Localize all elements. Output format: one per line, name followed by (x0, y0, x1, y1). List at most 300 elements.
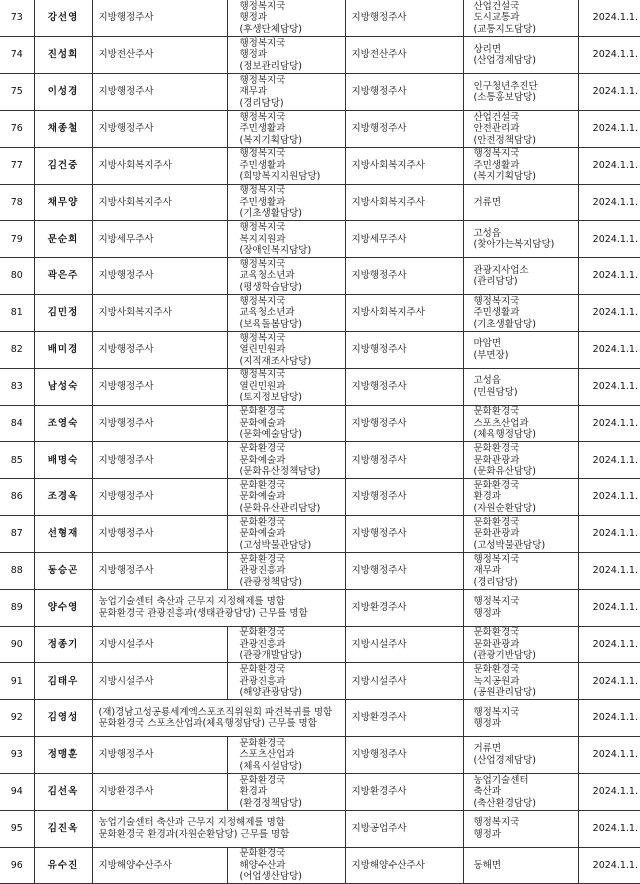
table-row (0, 773, 640, 810)
before-post-line: 문화예술과 (239, 528, 286, 540)
before-grade: 지방전산주사 (92, 37, 227, 74)
after-post-line: 행정과 (473, 718, 502, 730)
after-post (463, 700, 578, 737)
table-row (0, 552, 640, 589)
table-row (0, 405, 640, 442)
after-post (463, 110, 578, 147)
before-post-line: 주민생활과 (239, 159, 286, 171)
before-post-line: 문화환경국 (239, 479, 286, 491)
after-grade: 지방사회복지주사 (345, 184, 463, 221)
after-post-line: 인구청년추진단 (473, 80, 538, 92)
before-grade: 지방행정주사 (92, 552, 227, 589)
before-post-line: 열린민원과 (239, 344, 286, 356)
after-post-line: (산업경제담당) (473, 55, 536, 67)
before-grade: 지방행정주사 (92, 405, 227, 442)
after-post (463, 626, 578, 663)
before-post (227, 147, 345, 184)
before-grade: 지방행정주사 (92, 258, 227, 295)
order-note (92, 589, 345, 626)
effective-date: 2024.1.1. (578, 516, 640, 553)
after-post-line: 행정복지국 (473, 706, 520, 718)
after-post-line: 축산과 (473, 786, 502, 798)
effective-date: 2024.1.1. (578, 74, 640, 111)
after-post (463, 847, 578, 884)
before-post-line: (복지기획담당) (239, 134, 302, 146)
after-grade: 지방행정주사 (345, 737, 463, 774)
row-number: 89 (0, 589, 34, 626)
before-post-line: 문화환경국 (239, 553, 286, 565)
after-grade: 지방전산주사 (345, 37, 463, 74)
before-grade: 지방시설주사 (92, 626, 227, 663)
after-grade: 지방시설주사 (345, 663, 463, 700)
row-number: 86 (0, 479, 34, 516)
before-post (227, 258, 345, 295)
after-post-line: (소통홍보담당) (473, 92, 536, 104)
table-row (0, 331, 640, 368)
before-post-line: (장애인복지담당) (239, 245, 312, 257)
before-post-line: 교육청소년과 (239, 270, 295, 282)
after-post-line: 고성읍 (473, 375, 502, 387)
row-number: 93 (0, 737, 34, 774)
after-post (463, 442, 578, 479)
order-note-line: 농업기술센터 축산과 근무지 지정해제를 명함 (98, 817, 285, 829)
after-post-line: 재무과 (473, 565, 502, 577)
before-post-line: 행정과 (239, 12, 268, 24)
before-grade: 지방세무주사 (92, 221, 227, 258)
after-post-line: 문화환경국 (473, 443, 520, 455)
person-name: 조영숙 (34, 405, 92, 442)
before-post-line: (후생단체담당) (239, 23, 302, 35)
person-name: 조경옥 (34, 479, 92, 516)
before-post-line: 문화예술과 (239, 454, 286, 466)
row-number: 88 (0, 552, 34, 589)
before-post-line: 문화예술과 (239, 491, 286, 503)
after-grade: 지방환경주사 (345, 589, 463, 626)
effective-date: 2024.1.1. (578, 773, 640, 810)
person-name: 양수영 (34, 589, 92, 626)
before-post-line: 복지지원과 (239, 233, 286, 245)
before-post-line: 문화환경국 (239, 774, 286, 786)
after-post (463, 258, 578, 295)
person-name: 곽은주 (34, 258, 92, 295)
after-grade: 지방행정주사 (345, 110, 463, 147)
after-post-line: (부면장) (473, 349, 509, 361)
before-post-line: (희망복지지원담당) (239, 171, 321, 183)
after-post-line: (기초생활담당) (473, 318, 536, 330)
after-grade: 지방환경주사 (345, 700, 463, 737)
after-post (463, 368, 578, 405)
before-post-line: (문화유산관리담당) (239, 502, 321, 514)
before-post-line: 행정복지국 (239, 222, 286, 234)
before-post-line: 행정복지국 (239, 369, 286, 381)
after-post-line: 주민생활과 (473, 307, 520, 319)
effective-date: 2024.1.1. (578, 368, 640, 405)
before-post-line: 행정복지국 (239, 0, 286, 12)
table-row (0, 847, 640, 884)
before-post-line: (환경정책담당) (239, 797, 302, 809)
before-post-line: 문화환경국 (239, 848, 286, 860)
person-name: 유수진 (34, 847, 92, 884)
person-name: 정종기 (34, 626, 92, 663)
before-grade: 지방사회복지주사 (92, 295, 227, 332)
order-note-line: 문화환경국 스포츠산업과(체육행정담당) 근무를 명함 (98, 718, 317, 730)
after-post (463, 37, 578, 74)
table-row (0, 700, 640, 737)
effective-date: 2024.1.1. (578, 626, 640, 663)
table-row (0, 589, 640, 626)
before-post-line: 열린민원과 (239, 380, 286, 392)
after-post-line: (복지기획담당) (473, 171, 536, 183)
after-post (463, 221, 578, 258)
after-grade: 지방행정주사 (345, 442, 463, 479)
effective-date: 2024.1.1. (578, 0, 640, 37)
after-grade: 지방사회복지주사 (345, 147, 463, 184)
effective-date: 2024.1.1. (578, 552, 640, 589)
person-name: 김건중 (34, 147, 92, 184)
after-post (463, 331, 578, 368)
after-post-line: (관광기반담당) (473, 650, 536, 662)
after-post-line: 거류면 (473, 196, 502, 208)
table-row (0, 368, 640, 405)
before-post-line: 문화환경국 (239, 627, 286, 639)
effective-date: 2024.1.1. (578, 331, 640, 368)
after-post-line: 상리면 (473, 43, 502, 55)
after-post-line: 안전관리과 (473, 123, 520, 135)
before-post-line: (기초생활담당) (239, 208, 302, 220)
after-post (463, 295, 578, 332)
before-post-line: 재무과 (239, 86, 268, 98)
after-grade: 지방행정주사 (345, 552, 463, 589)
before-post-line: 관광진흥과 (239, 638, 286, 650)
effective-date: 2024.1.1. (578, 847, 640, 884)
after-post-line: 문화관광과 (473, 454, 520, 466)
before-post (227, 295, 345, 332)
row-number: 73 (0, 0, 34, 37)
table-row (0, 221, 640, 258)
before-post (227, 405, 345, 442)
row-number: 78 (0, 184, 34, 221)
before-post (227, 37, 345, 74)
row-number: 90 (0, 626, 34, 663)
after-post (463, 0, 578, 37)
after-post-line: (경리담당) (473, 576, 518, 588)
before-post-line: 문화환경국 (239, 737, 286, 749)
before-post (227, 773, 345, 810)
before-post-line: 관광진흥과 (239, 675, 286, 687)
after-post-line: (교통지도담당) (473, 23, 536, 35)
table-row (0, 37, 640, 74)
before-grade: 지방행정주사 (92, 516, 227, 553)
before-post-line: 행정복지국 (239, 332, 286, 344)
before-post-line: (토지정보담당) (239, 392, 302, 404)
after-post (463, 479, 578, 516)
after-post (463, 773, 578, 810)
after-post (463, 405, 578, 442)
after-post-line: (축산환경담당) (473, 797, 536, 809)
before-post (227, 184, 345, 221)
after-post (463, 74, 578, 111)
before-grade: 지방해양수산주사 (92, 847, 227, 884)
after-post-line: (공원관리담당) (473, 687, 536, 699)
row-number: 87 (0, 516, 34, 553)
before-grade: 지방행정주사 (92, 479, 227, 516)
table-row (0, 479, 640, 516)
effective-date: 2024.1.1. (578, 405, 640, 442)
after-post-line: 행정복지국 (473, 295, 520, 307)
after-post-line: 행정복지국 (473, 148, 520, 160)
before-post (227, 663, 345, 700)
before-post-line: (체육시설담당) (239, 760, 302, 772)
before-post-line: 환경과 (239, 786, 268, 798)
table-row (0, 810, 640, 847)
after-post-line: 산업건설국 (473, 111, 520, 123)
effective-date: 2024.1.1. (578, 110, 640, 147)
after-post-line: 문화환경국 (473, 406, 520, 418)
before-post-line: 행정과 (239, 49, 268, 61)
row-number: 82 (0, 331, 34, 368)
after-post-line: 행정복지국 (473, 596, 520, 608)
person-name: 강선영 (34, 0, 92, 37)
after-post-line: (산업경제담당) (473, 754, 536, 766)
after-grade: 지방행정주사 (345, 516, 463, 553)
after-post (463, 663, 578, 700)
after-grade: 지방환경주사 (345, 773, 463, 810)
before-grade: 지방행정주사 (92, 442, 227, 479)
effective-date: 2024.1.1. (578, 37, 640, 74)
after-post-line: (찾아가는복지담당) (473, 239, 555, 251)
before-grade: 지방행정주사 (92, 331, 227, 368)
before-post (227, 847, 345, 884)
person-name: 문순희 (34, 221, 92, 258)
after-grade: 지방행정주사 (345, 479, 463, 516)
after-post-line: 동해면 (473, 859, 502, 871)
person-name: 채종철 (34, 110, 92, 147)
effective-date: 2024.1.1. (578, 295, 640, 332)
before-post-line: 문화예술과 (239, 417, 286, 429)
before-grade: 지방행정주사 (92, 0, 227, 37)
after-post-line: 문화환경국 (473, 664, 520, 676)
after-post-line: (체육행정담당) (473, 429, 536, 441)
row-number: 74 (0, 37, 34, 74)
before-grade: 지방행정주사 (92, 110, 227, 147)
before-post (227, 0, 345, 37)
before-post-line: 행정복지국 (239, 74, 286, 86)
row-number: 94 (0, 773, 34, 810)
after-grade: 지방행정주사 (345, 405, 463, 442)
before-post (227, 221, 345, 258)
row-number: 95 (0, 810, 34, 847)
after-post-line: 문화관광과 (473, 638, 520, 650)
effective-date: 2024.1.1. (578, 737, 640, 774)
person-name: 동승곤 (34, 552, 92, 589)
after-post-line: 스포츠산업과 (473, 417, 529, 429)
effective-date: 2024.1.1. (578, 589, 640, 626)
after-post-line: 도시교통과 (473, 12, 520, 24)
table-row (0, 110, 640, 147)
order-note-line: 문화환경국 환경과(자원순환담당) 근무를 명함 (98, 828, 290, 840)
person-name: 김선옥 (34, 773, 92, 810)
after-post-line: 고성읍 (473, 227, 502, 239)
row-number: 85 (0, 442, 34, 479)
effective-date: 2024.1.1. (578, 810, 640, 847)
effective-date: 2024.1.1. (578, 442, 640, 479)
effective-date: 2024.1.1. (578, 147, 640, 184)
after-post-line: 문화관광과 (473, 528, 520, 540)
after-post (463, 147, 578, 184)
before-post-line: (경리담당) (239, 97, 284, 109)
table-row (0, 74, 640, 111)
order-note (92, 700, 345, 737)
after-post-line: (문화유산담당) (473, 466, 536, 478)
person-name: 정맹훈 (34, 737, 92, 774)
before-post (227, 737, 345, 774)
before-grade: 지방사회복지주사 (92, 184, 227, 221)
after-post-line: (관리담당) (473, 276, 518, 288)
row-number: 79 (0, 221, 34, 258)
after-post-line: (자원순환담당) (473, 502, 536, 514)
row-number: 91 (0, 663, 34, 700)
before-post-line: 문화환경국 (239, 664, 286, 676)
before-post (227, 74, 345, 111)
person-name: 배명숙 (34, 442, 92, 479)
before-grade: 지방환경주사 (92, 773, 227, 810)
effective-date: 2024.1.1. (578, 221, 640, 258)
after-post-line: 마암면 (473, 338, 502, 350)
after-grade: 지방행정주사 (345, 368, 463, 405)
before-post (227, 110, 345, 147)
before-post-line: 문화환경국 (239, 406, 286, 418)
table-row (0, 516, 640, 553)
table-row (0, 147, 640, 184)
table-row (0, 258, 640, 295)
row-number: 84 (0, 405, 34, 442)
before-post-line: (보육돌봄담당) (239, 318, 302, 330)
before-post-line: 교육청소년과 (239, 307, 295, 319)
table-row (0, 663, 640, 700)
before-post-line: 주민생활과 (239, 196, 286, 208)
before-post-line: (고성박물관담당) (239, 539, 312, 551)
before-grade: 지방행정주사 (92, 737, 227, 774)
after-post-line: (고성박물관담당) (473, 539, 546, 551)
after-post (463, 516, 578, 553)
after-post-line: 농업기술센터 (473, 774, 529, 786)
before-post-line: 행정복지국 (239, 258, 286, 270)
after-grade: 지방행정주사 (345, 258, 463, 295)
after-post-line: 행정과 (473, 607, 502, 619)
person-name: 김진옥 (34, 810, 92, 847)
person-name: 이성경 (34, 74, 92, 111)
before-post-line: 행정복지국 (239, 295, 286, 307)
after-post-line: 거류면 (473, 743, 502, 755)
before-post (227, 516, 345, 553)
person-name: 채무양 (34, 184, 92, 221)
row-number: 83 (0, 368, 34, 405)
table-row (0, 626, 640, 663)
before-post (227, 368, 345, 405)
before-post-line: 행정복지국 (239, 111, 286, 123)
table-row (0, 737, 640, 774)
before-post-line: (어업생산담당) (239, 871, 302, 883)
before-post-line: 행정복지국 (239, 148, 286, 160)
effective-date: 2024.1.1. (578, 663, 640, 700)
after-post-line: 녹지공원과 (473, 675, 520, 687)
before-post-line: (문화예술담당) (239, 429, 302, 441)
before-post-line: 문화환경국 (239, 516, 286, 528)
before-post (227, 442, 345, 479)
person-name: 남성숙 (34, 368, 92, 405)
before-post-line: 주민생활과 (239, 123, 286, 135)
person-name: 김태우 (34, 663, 92, 700)
table-row (0, 442, 640, 479)
order-note-line: 문화환경국 관광진흥과(생태관광담당) 근무를 명함 (98, 607, 308, 619)
before-grade: 지방시설주사 (92, 663, 227, 700)
before-grade: 지방행정주사 (92, 368, 227, 405)
before-post (227, 626, 345, 663)
after-post (463, 184, 578, 221)
before-post-line: 해양수산과 (239, 859, 286, 871)
before-post-line: (지적재조사담당) (239, 355, 312, 367)
after-grade: 지방사회복지주사 (345, 295, 463, 332)
before-grade: 지방사회복지주사 (92, 147, 227, 184)
after-post-line: (민원담당) (473, 386, 518, 398)
after-post-line: (안전정책담당) (473, 134, 536, 146)
person-name: 배미경 (34, 331, 92, 368)
after-grade: 지방시설주사 (345, 626, 463, 663)
before-post (227, 479, 345, 516)
after-post-line: 산업건설국 (473, 0, 520, 12)
before-post-line: (관광개발담당) (239, 650, 302, 662)
after-post-line: 환경과 (473, 491, 502, 503)
before-grade: 지방행정주사 (92, 74, 227, 111)
before-post-line: 관광진흥과 (239, 565, 286, 577)
row-number: 75 (0, 74, 34, 111)
after-grade: 지방세무주사 (345, 221, 463, 258)
after-post-line: 문화환경국 (473, 516, 520, 528)
before-post (227, 331, 345, 368)
order-note-line: (재)경남고성공룡세계엑스포조직위원회 파견복귀를 명함 (98, 706, 333, 718)
after-post-line: 주민생활과 (473, 159, 520, 171)
before-post (227, 552, 345, 589)
after-grade: 지방행정주사 (345, 0, 463, 37)
person-name: 진성희 (34, 37, 92, 74)
after-post (463, 589, 578, 626)
after-grade: 지방해양수산주사 (345, 847, 463, 884)
person-name: 김민정 (34, 295, 92, 332)
table-row (0, 0, 640, 37)
after-post-line: 문화환경국 (473, 627, 520, 639)
effective-date: 2024.1.1. (578, 700, 640, 737)
effective-date: 2024.1.1. (578, 479, 640, 516)
after-post (463, 552, 578, 589)
row-number: 81 (0, 295, 34, 332)
row-number: 76 (0, 110, 34, 147)
row-number: 92 (0, 700, 34, 737)
order-note-line: 농업기술센터 축산과 근무지 지정해제를 명함 (98, 596, 285, 608)
after-post (463, 737, 578, 774)
table-row (0, 295, 640, 332)
row-number: 77 (0, 147, 34, 184)
after-grade: 지방행정주사 (345, 74, 463, 111)
after-post (463, 810, 578, 847)
after-post-line: 문화환경국 (473, 479, 520, 491)
after-post-line: 행정복지국 (473, 817, 520, 829)
before-post-line: (정보관리담당) (239, 60, 302, 72)
order-note (92, 810, 345, 847)
before-post-line: (해양관광담당) (239, 687, 302, 699)
after-post-line: 행정복지국 (473, 553, 520, 565)
after-post-line: 행정과 (473, 828, 502, 840)
after-post-line: 관광지사업소 (473, 264, 529, 276)
